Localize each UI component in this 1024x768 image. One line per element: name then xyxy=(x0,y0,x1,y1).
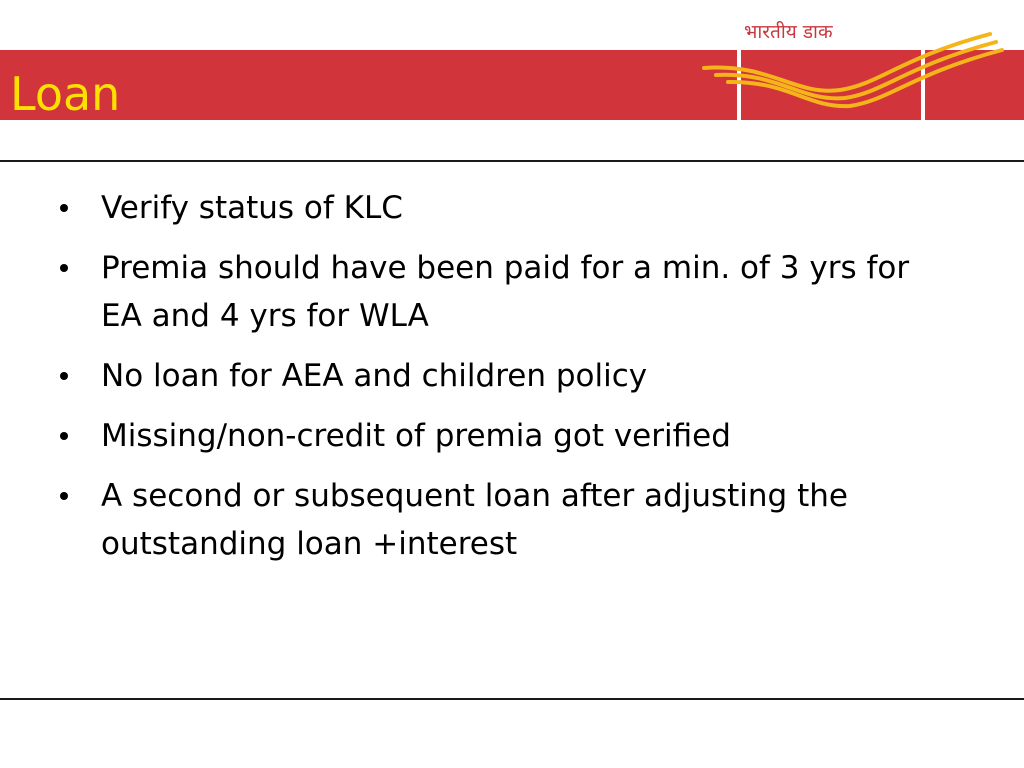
bullet-text: A second or subsequent loan after adjusting the outstanding loan +interest xyxy=(101,478,848,562)
top-divider xyxy=(0,160,1024,162)
bullet-item xyxy=(56,244,956,340)
bullet-item xyxy=(56,352,956,400)
bullet-text: Premia should have been paid for a min. of 3 yrs for EA and 4 yrs for WLA xyxy=(101,250,910,334)
bullet-text: Missing/non-credit of premia got verified xyxy=(101,418,731,454)
bullet-item xyxy=(56,412,956,460)
bullet-dot-icon xyxy=(60,264,68,272)
bullet-item xyxy=(56,184,956,232)
bullet-text: No loan for AEA and children policy xyxy=(101,358,648,394)
slide-title: Loan xyxy=(10,67,121,121)
bullet-dot-icon xyxy=(60,372,68,380)
bullet-dot-icon xyxy=(60,432,68,440)
india-post-logo-icon xyxy=(700,18,1024,120)
logo-text: भारतीय डाक xyxy=(744,21,833,43)
bottom-divider xyxy=(0,698,1024,700)
bullet-dot-icon xyxy=(60,204,68,212)
bullet-dot-icon xyxy=(60,492,68,500)
bullet-item xyxy=(56,472,956,568)
bullet-text: Verify status of KLC xyxy=(101,190,403,226)
slide-body xyxy=(56,184,956,580)
logo-stripes xyxy=(704,34,1002,106)
bullet-list xyxy=(56,184,956,568)
